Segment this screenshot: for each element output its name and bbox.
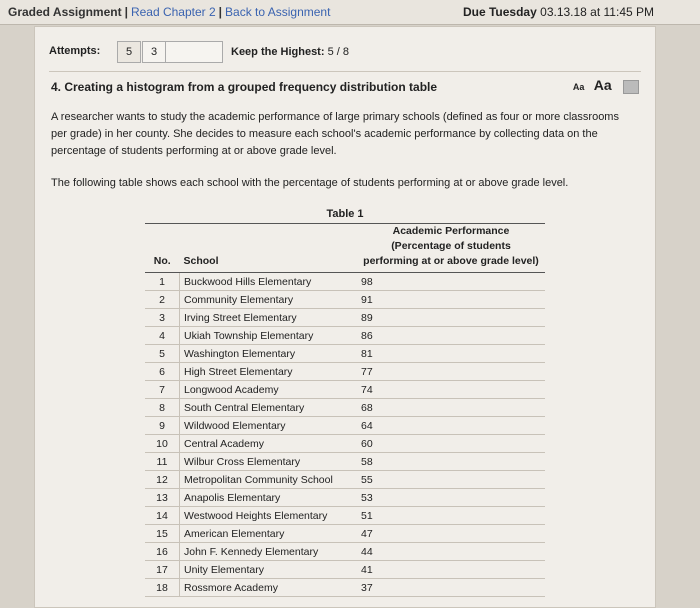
performance-value: 53 <box>357 489 545 507</box>
table-row <box>145 453 545 471</box>
school-name: Central Academy <box>180 435 358 453</box>
performance-value: 91 <box>357 291 545 309</box>
table-caption: Table 1 <box>326 208 364 220</box>
attempts-blank-box <box>165 41 223 63</box>
table-row <box>145 435 545 453</box>
header-performance-line1: Academic Performance <box>392 225 510 237</box>
performance-value: 98 <box>357 273 545 291</box>
school-name: Unity Elementary <box>180 561 358 579</box>
table-row <box>145 345 545 363</box>
performance-value: 41 <box>357 561 545 579</box>
table-body <box>145 273 545 597</box>
question-paragraph: A researcher wants to study the academic performance of large primary schools (defined as four or more classrooms per grade) in her county. She decides to measure each school's academic performance by collecting data on the percentage of students performing at or above grade level. <box>51 111 619 157</box>
row-number: 1 <box>145 273 180 291</box>
school-name: American Elementary <box>180 525 358 543</box>
row-number: 6 <box>145 363 180 381</box>
table-row <box>145 417 545 435</box>
performance-value: 64 <box>357 417 545 435</box>
divider <box>49 71 641 72</box>
performance-value: 37 <box>357 579 545 597</box>
performance-value: 47 <box>357 525 545 543</box>
calculator-icon[interactable] <box>623 80 639 94</box>
attempts-label: Attempts: <box>49 45 101 57</box>
assignment-title: Graded Assignment <box>8 5 122 19</box>
performance-value: 77 <box>357 363 545 381</box>
school-name: Ukiah Township Elementary <box>180 327 358 345</box>
school-name: Washington Elementary <box>180 345 358 363</box>
header-no: No. <box>145 224 180 273</box>
school-name: Wilbur Cross Elementary <box>180 453 358 471</box>
row-number: 7 <box>145 381 180 399</box>
keep-highest-value: 5 / 8 <box>327 46 349 58</box>
performance-value: 89 <box>357 309 545 327</box>
school-name: Community Elementary <box>180 291 358 309</box>
table-row <box>145 363 545 381</box>
school-name: Buckwood Hills Elementary <box>180 273 358 291</box>
header-performance-line3: performing at or above grade level) <box>363 255 539 267</box>
breadcrumb-separator: | <box>218 5 223 19</box>
performance-value: 55 <box>357 471 545 489</box>
table-row <box>145 309 545 327</box>
text-larger-button[interactable]: Aa <box>593 77 612 93</box>
header-performance <box>357 224 545 273</box>
row-number: 2 <box>145 291 180 309</box>
row-number: 5 <box>145 345 180 363</box>
table-row <box>145 507 545 525</box>
text-size-controls <box>573 77 639 94</box>
table-header-row <box>145 224 545 273</box>
table-row <box>145 381 545 399</box>
breadcrumb <box>8 0 330 24</box>
header-performance-line2: (Percentage of students <box>391 240 511 252</box>
table-row <box>145 327 545 345</box>
row-number: 11 <box>145 453 180 471</box>
school-name: Wildwood Elementary <box>180 417 358 435</box>
row-number: 15 <box>145 525 180 543</box>
keep-highest-label: Keep the Highest: <box>231 46 325 58</box>
performance-value: 86 <box>357 327 545 345</box>
row-number: 10 <box>145 435 180 453</box>
row-number: 14 <box>145 507 180 525</box>
table-row <box>145 471 545 489</box>
table-row <box>145 525 545 543</box>
table-row <box>145 273 545 291</box>
table-row <box>145 579 545 597</box>
school-name: High Street Elementary <box>180 363 358 381</box>
keep-highest <box>231 46 349 58</box>
breadcrumb-separator: | <box>124 5 128 19</box>
question-paragraph: The following table shows each school with the percentage of students performing at or above grade level. <box>51 177 569 189</box>
read-chapter-link[interactable]: Read Chapter 2 <box>130 5 216 19</box>
row-number: 9 <box>145 417 180 435</box>
top-bar <box>0 0 700 25</box>
question-title: 4. Creating a histogram from a grouped frequency distribution table <box>51 80 438 94</box>
text-smaller-button[interactable]: Aa <box>572 82 585 92</box>
table-row <box>145 561 545 579</box>
school-name: Westwood Heights Elementary <box>180 507 358 525</box>
table-row <box>145 543 545 561</box>
performance-value: 44 <box>357 543 545 561</box>
due-date <box>463 0 654 24</box>
row-number: 3 <box>145 309 180 327</box>
row-number: 17 <box>145 561 180 579</box>
row-number: 16 <box>145 543 180 561</box>
row-number: 12 <box>145 471 180 489</box>
school-name: Anapolis Elementary <box>180 489 358 507</box>
table-row <box>145 399 545 417</box>
school-name: Irving Street Elementary <box>180 309 358 327</box>
performance-value: 81 <box>357 345 545 363</box>
row-number: 8 <box>145 399 180 417</box>
performance-value: 60 <box>357 435 545 453</box>
schools-table <box>145 224 545 597</box>
back-to-assignment-link[interactable]: Back to Assignment <box>225 5 331 19</box>
school-name: Rossmore Academy <box>180 579 358 597</box>
table-row <box>145 489 545 507</box>
header-school: School <box>180 224 358 273</box>
assignment-panel <box>34 26 656 608</box>
school-name: Metropolitan Community School <box>180 471 358 489</box>
due-label: Due Tuesday <box>462 5 537 19</box>
due-value: 03.13.18 at 11:45 PM <box>540 5 654 19</box>
row-number: 18 <box>145 579 180 597</box>
performance-value: 74 <box>357 381 545 399</box>
row-number: 13 <box>145 489 180 507</box>
performance-value: 68 <box>357 399 545 417</box>
row-number: 4 <box>145 327 180 345</box>
school-name: Longwood Academy <box>180 381 358 399</box>
attempts-used-box: 5 <box>117 41 141 63</box>
performance-value: 58 <box>357 453 545 471</box>
attempts-current-box: 3 <box>142 41 166 63</box>
table-row <box>145 291 545 309</box>
school-name: South Central Elementary <box>180 399 358 417</box>
performance-value: 51 <box>357 507 545 525</box>
school-name: John F. Kennedy Elementary <box>180 543 358 561</box>
